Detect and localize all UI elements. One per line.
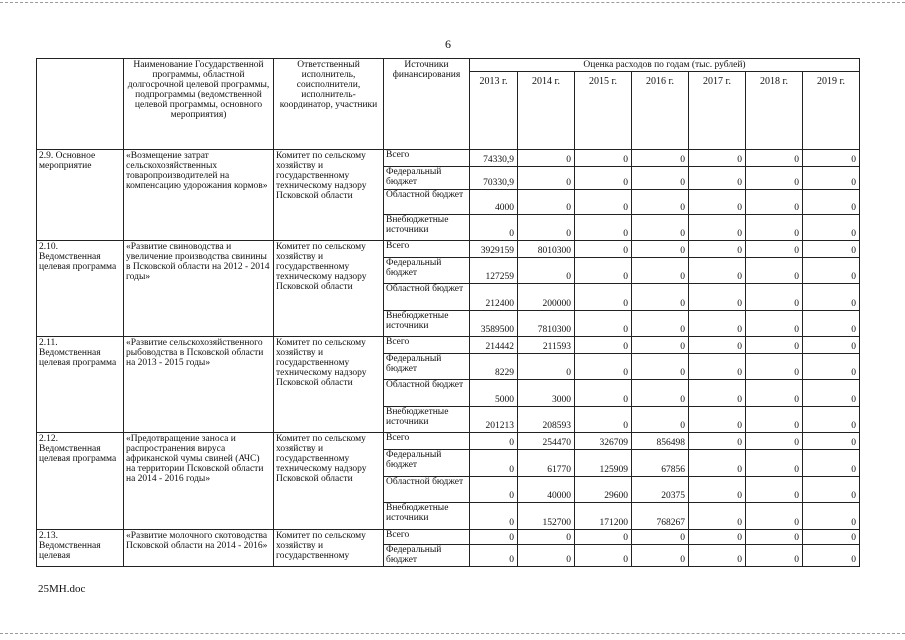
value-cell: 0 <box>689 337 746 354</box>
value-cell: 0 <box>746 284 803 311</box>
value-cell: 0 <box>803 215 860 241</box>
value-cell: 0 <box>632 150 689 167</box>
value-cell: 211593 <box>518 337 575 354</box>
section-code: 2.12. Ведомственная целевая программа <box>37 433 124 530</box>
funding-source-cell: Внебюджетные источники <box>384 215 470 241</box>
value-cell: 5000 <box>470 380 518 407</box>
value-cell: 0 <box>518 215 575 241</box>
value-cell: 0 <box>746 450 803 477</box>
value-cell: 0 <box>575 337 632 354</box>
funding-source-cell: Всего <box>384 433 470 450</box>
value-cell: 0 <box>746 407 803 433</box>
header-name: Наименование Государственной программы, областной долгосрочной целевой программы, подпрограммы (ведомственной целевой программы, основного мероприятия) <box>124 59 274 150</box>
value-cell: 0 <box>803 503 860 530</box>
value-cell: 0 <box>632 190 689 215</box>
funding-source-cell: Федеральный бюджет <box>384 545 470 567</box>
funding-source-cell: Федеральный бюджет <box>384 354 470 380</box>
value-cell: 0 <box>632 311 689 337</box>
value-cell: 0 <box>803 311 860 337</box>
value-cell: 0 <box>575 284 632 311</box>
year-header-cell: 2019 г. <box>803 72 860 150</box>
value-cell: 0 <box>689 407 746 433</box>
funding-source-cell: Областной бюджет <box>384 380 470 407</box>
value-cell: 0 <box>746 258 803 284</box>
funding-source-cell: Областной бюджет <box>384 477 470 503</box>
year-header-cell: 2016 г. <box>632 72 689 150</box>
value-cell: 3589500 <box>470 311 518 337</box>
value-cell: 0 <box>803 407 860 433</box>
year-header-cell: 2013 г. <box>470 72 518 150</box>
value-cell: 0 <box>746 167 803 190</box>
value-cell: 4000 <box>470 190 518 215</box>
value-cell: 0 <box>689 354 746 380</box>
header-row <box>37 59 860 72</box>
value-cell: 0 <box>689 545 746 567</box>
section-code: 2.10. Ведомственная целевая программа <box>37 241 124 337</box>
top-edge-line <box>0 2 905 3</box>
value-cell: 0 <box>632 545 689 567</box>
value-cell: 0 <box>470 450 518 477</box>
value-cell: 40000 <box>518 477 575 503</box>
table-row <box>37 241 860 258</box>
value-cell: 0 <box>689 311 746 337</box>
value-cell: 70330,9 <box>470 167 518 190</box>
header-empty-cell <box>37 59 124 150</box>
section-code: 2.13. Ведомственная целевая <box>37 530 124 567</box>
value-cell: 0 <box>803 354 860 380</box>
value-cell: 0 <box>803 258 860 284</box>
value-cell: 856498 <box>632 433 689 450</box>
funding-source-cell: Внебюджетные источники <box>384 407 470 433</box>
value-cell: 20375 <box>632 477 689 503</box>
value-cell: 8229 <box>470 354 518 380</box>
value-cell: 0 <box>746 311 803 337</box>
value-cell: 125909 <box>575 450 632 477</box>
value-cell: 0 <box>470 433 518 450</box>
value-cell: 0 <box>575 380 632 407</box>
value-cell: 0 <box>632 258 689 284</box>
value-cell: 0 <box>470 503 518 530</box>
value-cell: 0 <box>632 215 689 241</box>
value-cell: 768267 <box>632 503 689 530</box>
value-cell: 0 <box>746 545 803 567</box>
value-cell: 0 <box>746 241 803 258</box>
section-title: «Возмещение затрат сельскохозяйственных товаропроизводителей на компенсацию удорожания кормов» <box>124 150 274 241</box>
value-cell: 0 <box>689 284 746 311</box>
table-row <box>37 337 860 354</box>
funding-source-cell: Всего <box>384 241 470 258</box>
value-cell: 0 <box>470 545 518 567</box>
value-cell: 0 <box>803 337 860 354</box>
header-sources: Источники финансирования <box>384 59 470 150</box>
value-cell: 67856 <box>632 450 689 477</box>
value-cell: 0 <box>746 433 803 450</box>
value-cell: 0 <box>689 530 746 545</box>
value-cell: 0 <box>518 545 575 567</box>
value-cell: 0 <box>632 380 689 407</box>
value-cell: 0 <box>632 284 689 311</box>
value-cell: 61770 <box>518 450 575 477</box>
value-cell: 0 <box>575 545 632 567</box>
value-cell: 0 <box>518 190 575 215</box>
value-cell: 0 <box>632 337 689 354</box>
value-cell: 0 <box>575 258 632 284</box>
value-cell: 152700 <box>518 503 575 530</box>
section-responsible: Комитет по сельскому хозяйству и государственному техническому надзору Псковской области <box>274 337 384 433</box>
value-cell: 214442 <box>470 337 518 354</box>
value-cell: 0 <box>746 380 803 407</box>
funding-source-cell: Областной бюджет <box>384 190 470 215</box>
value-cell: 0 <box>746 354 803 380</box>
value-cell: 3929159 <box>470 241 518 258</box>
value-cell: 0 <box>803 150 860 167</box>
funding-source-cell: Областной бюджет <box>384 284 470 311</box>
value-cell: 171200 <box>575 503 632 530</box>
section-responsible: Комитет по сельскому хозяйству и государственному <box>274 530 384 567</box>
value-cell: 0 <box>575 167 632 190</box>
value-cell: 74330,9 <box>470 150 518 167</box>
value-cell: 0 <box>632 241 689 258</box>
year-header-cell: 2014 г. <box>518 72 575 150</box>
section-title: «Развитие свиноводства и увеличение производства свинины в Псковской области на 2012 - 2014 годы» <box>124 241 274 337</box>
footer-filename: 25МН.doc <box>38 583 86 595</box>
section-responsible: Комитет по сельскому хозяйству и государственному техническому надзору Псковской области <box>274 150 384 241</box>
value-cell: 0 <box>746 190 803 215</box>
value-cell: 326709 <box>575 433 632 450</box>
value-cell: 0 <box>518 530 575 545</box>
value-cell: 0 <box>689 215 746 241</box>
value-cell: 0 <box>746 530 803 545</box>
value-cell: 0 <box>470 530 518 545</box>
funding-source-cell: Всего <box>384 337 470 354</box>
value-cell: 0 <box>470 215 518 241</box>
value-cell: 0 <box>575 311 632 337</box>
header-responsible: Ответственный исполнитель, соисполнители, исполнитель-координатор, участники <box>274 59 384 150</box>
value-cell: 0 <box>575 354 632 380</box>
value-cell: 0 <box>518 167 575 190</box>
section-responsible: Комитет по сельскому хозяйству и государственному техническому надзору Псковской области <box>274 241 384 337</box>
value-cell: 200000 <box>518 284 575 311</box>
value-cell: 212400 <box>470 284 518 311</box>
value-cell: 8010300 <box>518 241 575 258</box>
year-header-cell: 2018 г. <box>746 72 803 150</box>
value-cell: 0 <box>575 215 632 241</box>
value-cell: 0 <box>632 167 689 190</box>
value-cell: 0 <box>803 433 860 450</box>
value-cell: 0 <box>689 380 746 407</box>
value-cell: 0 <box>803 190 860 215</box>
value-cell: 0 <box>803 545 860 567</box>
value-cell: 0 <box>575 407 632 433</box>
value-cell: 0 <box>803 477 860 503</box>
value-cell: 0 <box>689 433 746 450</box>
value-cell: 127259 <box>470 258 518 284</box>
funding-source-cell: Всего <box>384 530 470 545</box>
value-cell: 0 <box>632 530 689 545</box>
funding-source-cell: Всего <box>384 150 470 167</box>
funding-source-cell: Внебюджетные источники <box>384 311 470 337</box>
value-cell: 0 <box>689 477 746 503</box>
value-cell: 0 <box>632 407 689 433</box>
funding-source-cell: Внебюджетные источники <box>384 503 470 530</box>
value-cell: 0 <box>575 150 632 167</box>
value-cell: 0 <box>689 241 746 258</box>
value-cell: 0 <box>803 450 860 477</box>
value-cell: 0 <box>470 477 518 503</box>
value-cell: 0 <box>689 258 746 284</box>
table-row <box>37 433 860 450</box>
funding-source-cell: Федеральный бюджет <box>384 450 470 477</box>
expense-table <box>36 58 860 567</box>
value-cell: 0 <box>746 477 803 503</box>
section-code: 2.11. Ведомственная целевая программа <box>37 337 124 433</box>
table-row <box>37 150 860 167</box>
value-cell: 7810300 <box>518 311 575 337</box>
value-cell: 0 <box>746 150 803 167</box>
section-title: «Предотвращение заноса и распространения вируса африканской чумы свиней (АЧС) на территории Псковской области на 2014 - 2016 годы» <box>124 433 274 530</box>
year-header-cell: 2017 г. <box>689 72 746 150</box>
section-responsible: Комитет по сельскому хозяйству и государственному техническому надзору Псковской области <box>274 433 384 530</box>
value-cell: 0 <box>689 190 746 215</box>
page-number: 6 <box>445 37 451 51</box>
value-cell: 0 <box>746 337 803 354</box>
value-cell: 201213 <box>470 407 518 433</box>
value-cell: 208593 <box>518 407 575 433</box>
value-cell: 0 <box>746 503 803 530</box>
value-cell: 29600 <box>575 477 632 503</box>
value-cell: 0 <box>632 354 689 380</box>
funding-source-cell: Федеральный бюджет <box>384 167 470 190</box>
value-cell: 0 <box>689 167 746 190</box>
table-body <box>37 150 860 567</box>
value-cell: 0 <box>575 190 632 215</box>
value-cell: 0 <box>803 241 860 258</box>
table-row <box>37 530 860 545</box>
value-cell: 0 <box>518 150 575 167</box>
funding-source-cell: Федеральный бюджет <box>384 258 470 284</box>
value-cell: 0 <box>803 167 860 190</box>
value-cell: 0 <box>803 380 860 407</box>
value-cell: 0 <box>803 284 860 311</box>
value-cell: 0 <box>746 215 803 241</box>
header-estimate: Оценка расходов по годам (тыс. рублей) <box>470 59 860 72</box>
value-cell: 0 <box>689 503 746 530</box>
bottom-edge-line <box>0 633 905 634</box>
value-cell: 0 <box>518 258 575 284</box>
value-cell: 0 <box>803 530 860 545</box>
value-cell: 0 <box>575 241 632 258</box>
section-title: «Развитие сельскохозяйственного рыбоводства в Псковской области на 2013 - 2015 годы» <box>124 337 274 433</box>
value-cell: 0 <box>689 150 746 167</box>
value-cell: 254470 <box>518 433 575 450</box>
value-cell: 0 <box>518 354 575 380</box>
section-title: «Развитие молочного скотоводства Псковской области на 2014 - 2016» <box>124 530 274 567</box>
section-code: 2.9. Основное мероприятие <box>37 150 124 241</box>
value-cell: 0 <box>689 450 746 477</box>
value-cell: 0 <box>575 530 632 545</box>
year-header-cell: 2015 г. <box>575 72 632 150</box>
value-cell: 3000 <box>518 380 575 407</box>
